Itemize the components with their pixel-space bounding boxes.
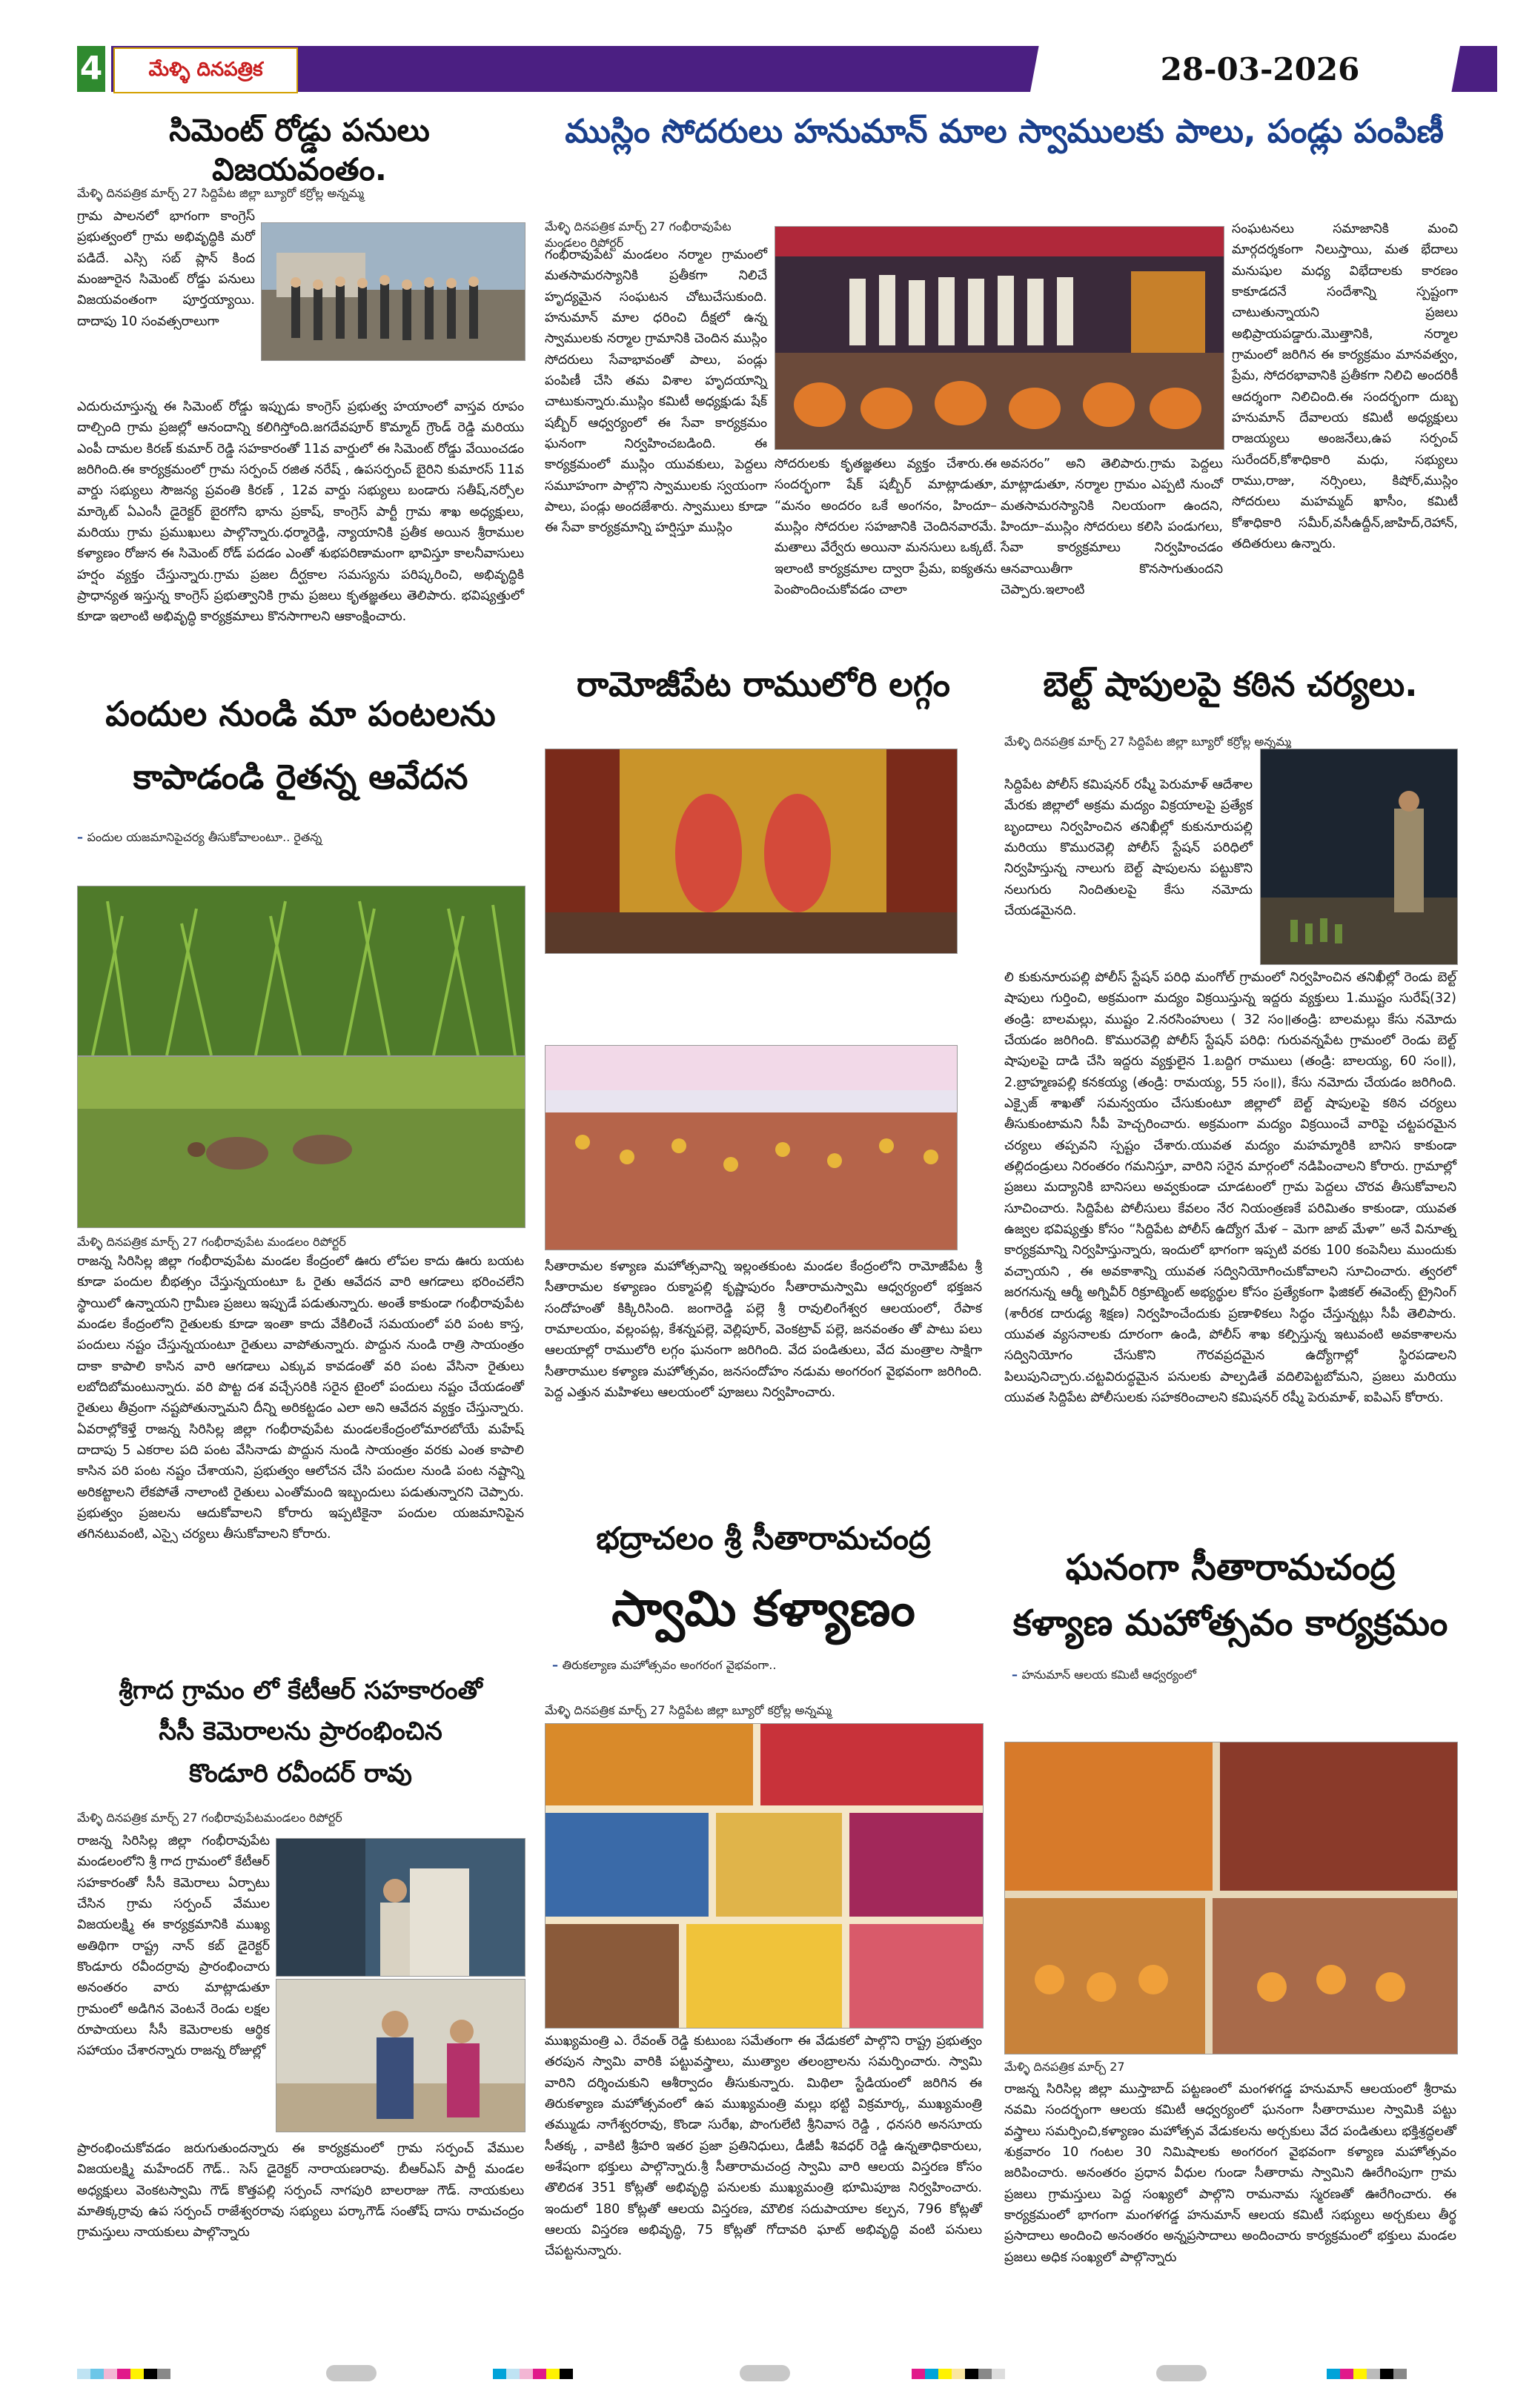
reg-mark-1 [326, 2365, 377, 2381]
subhead-bullet: – [1012, 1668, 1022, 1682]
pandula-body: రాజన్న సిరిసిల్ల జిల్లా గంభీరావుపేట మండల కేంద్రంలో ఊరు లోపల కాదు ఊరు బయట కూడా పందుల బీభత్సం చేస్తున్నయంటూ ఓ రైతు ఆవేదన వారి ఆగడాలు భరించలేని స్థాయిలో ఉన్నాయని గ్రామీణ ప్రజలు ఇప్పుడే పడుతున్నారు. అంతే కాకుండా గంభీరావుపేట మండల కేంద్రంలోని రైతులకు కూడా ఇంతా కాదు వేకిలించే సమయంలో పరి పంట కాస్త, పందులు నష్టం చేస్తున్నయంటూ రైతులు వాపోతున్నారు. పొద్దున నుండి రాత్రి సాయంత్రం దాకా కాపాలి కాసిన వారి ఆగడాలు ఎక్కువ కావడంతో వరి పంట వేసినా రైతులు లబోదిబోమంటున్నారు. వరి పొట్ట దశ వచ్చేసరికి సరైన టైంలో పందులు నష్టం చేయడంతో రైతులు తీవ్రంగా నష్టపోతున్నామని దీన్ని అరికట్టడం ఎలా అని ఆవేదన వ్యక్తం చేస్తున్నారు. ఏవరాల్లోకెళ్తే రాజన్న సిరిసిల్ల జిల్లా గంభీరావుపేట మండలకేంద్రంలోమారబోయే మహేష్ దాదాపు 5 ఎకరాల పది పంట వేసినాడు పొద్దున నుండి సాయంత్రం వరకు ఎంత కాపాలి కాసిన పరి పంట నష్టం చేశాయని, ప్రభుత్వం ఆలోచన చేసి పందుల నుండి పంట నష్టాన్ని అరికట్టాలని లేకపోతే నాలాంటి రైతులు ఎంతోమంది ఇబ్బందులు పడుతున్నారని చెప్పారు. ప్రభుత్వం ప్రజలను ఆదుకోవాలని కోరారు ఇప్పటికైనా పందుల యజమానిపైన తగినటువంటి, ఎస్సై చర్యలు తీసుకోవాలని కోరారు. [77, 1254, 524, 1542]
issue-date: 28-03-2026 [1160, 51, 1360, 87]
ghananga-dateline: మేళ్ళి దినపత్రిక మార్చ్ 27 [1004, 2060, 1125, 2074]
ramoji-photo-idols [545, 749, 958, 954]
ktr-headline-3: కొండూరి రవీందర్ రావు [189, 1759, 412, 1788]
bhadra-body: ముఖ్యమంత్రి ఎ. రేవంత్ రెడ్డి కుటుంబ సమేతంగా ఈ వేడుకలో పాల్గొని రాష్ట్ర ప్రభుత్వం తరపున స్వామి వారికి పట్టువస్త్రాలు, ముత్యాల తలంబ్రాలను సమర్పించారు. స్వామి వారిని దర్శించుకుని ఆశీర్వాదం తీసుకున్నారు. మిథిలా స్టేడియంలో జరిగిన ఈ తిరుకళ్యాణ మహోత్సవంలో ఉప ముఖ్యమంత్రి మల్లు భట్టి విక్రమార్క, ముఖ్యమంత్రి తమ్ముడు నాగేశ్వరరావు, కొండా సురేఖ, పొంగులేటి శ్రీనివాస రెడ్డి , ధనసరి అనసూయ సీతక్క , వాకిటి శ్రీహరి ఇతర ప్రజా ప్రతినిధులు, డీజీపీ శివధర్ రెడ్డి ఉన్నతాధికారులు, అశేషంగా భక్తులు పాల్గొన్నారు.శ్రీ సీతారామచంద్ర స్వామి వారి ఆలయ విస్తరణ కోసం తొలిదశ 351 కోట్లతో అభివృద్ధి పనులకు ముఖ్యమంత్రి భూమిపూజ నిర్వహించారు. ఇందులో 180 కోట్లతో ఆలయ విస్తరణ, మౌలిక సదుపాయాల కల్పన, 796 కోట్లతో ఆలయ విస్తరణ అభివృద్ధి, 75 కోట్లతో గోదావరి ఘాట్ అభివృద్ధి వంటి పనులు చేపట్టనున్నారు. [545, 2034, 982, 2259]
pandula-headline-1: పందుల నుండి మా పంటలను [105, 694, 496, 734]
muslim-headline: ముస్లిం సోదరులు హనుమాన్ మాల స్వాములకు పాలు, పండ్లు పంపిణీ [565, 113, 1444, 150]
bhadra-dateline: మేళ్ళి దినపత్రిక మార్చ్ 27 సిద్దిపేట జిల్లా బ్యూరో కర్రోల్ల అన్నమ్మ [545, 1703, 832, 1717]
cement-photo [261, 222, 525, 361]
swatch [546, 2369, 560, 2379]
subhead-bullet: – [552, 1658, 563, 1672]
color-strip-2 [493, 2368, 573, 2378]
swatch [130, 2369, 144, 2379]
swatch [104, 2369, 117, 2379]
muslim-col2: సోదరులకు కృతజ్ఞతలు వ్యక్తం చేశారు.ఈ సందర్భంగా షేక్ షబ్బీర్ మాట్లాడుతూ, “మనం అందరం ఒకే అంగనం, హిందూ–ముస్లిం సోదరుల సహజానికి చెందినవారమే. మతాలు వేర్వేరు అయినా మనసులు ఒక్కటే. ఇలాంటి కార్యక్రమాల ద్వారా ప్రేమ, ఐక్యతను పెంపొందించుకోవడం చాలా [775, 457, 997, 598]
swatch [1353, 2369, 1367, 2379]
swatch [912, 2369, 925, 2379]
ghananga-subhead [1012, 1668, 1456, 1685]
ktr-headline-1: శ్రీగాద గ్రామం లో కేటీఆర్ సహకారంతో [119, 1676, 483, 1705]
pandula-photo-crop [77, 886, 525, 1056]
swatch [965, 2369, 978, 2379]
muslim-col4: సంఘటనలు సమాజానికి మంచి మార్గదర్శకంగా నిలుస్తాయి, మత భేదాలు మనుషుల మధ్య విభేదాలకు కారణం కాకూడదనే సందేశాన్ని స్పష్టంగా చాటుతున్నాయని ప్రజలు అభిప్రాయపడ్డారు.మొత్తానికి, నర్మాల గ్రామంలో జరిగిన ఈ కార్యక్రమం మానవత్వం, ప్రేమ, సోదరభావానికి ప్రతీకగా నిలిచి అందరికీ ఆదర్శంగా నిలిచింది.ఈ సందర్భంగా దుబ్బ హనుమాన్ దేవాలయ కమిటీ అధ్యక్షులు రాజయ్యలు అంజనేలు,ఉప సర్పంచ్ సురేందర్,కోశాధికారి మధు, సభ్యులు రాము,రాజు, నర్సింలు, కిషోర్,ముస్లిం సోదరులు మహమ్మద్ ఖాసీం, కమిటీ కోశాధికారి సమీర్,వసీఉద్దీన్,జాహిద్,రెహాన్, తదితరులు ఉన్నారు. [1232, 222, 1458, 552]
swatch [1380, 2369, 1393, 2379]
ktr-photo-top [276, 1838, 525, 1977]
belt-body-wrap: సిద్దిపేట పోలీస్ కమిషనర్ రష్మీ పెరుమాళ్ ఆదేశాల మేరకు జిల్లాలో అక్రమ మద్యం విక్రయాలపై ప్రత్యేక బృందాలు నిర్వహించిన తనిఖీల్లో కుకునూరుపల్లి మరియు కొమురవెల్లి పోలీస్ స్టేషన్ పరిధిలో నిర్వహిస్తున్న నాలుగు బెల్ట్ షాపులను పట్టుకొని నలుగురు నిందితులపై కేసు నమోదు చేయడమైనది. [1004, 777, 1253, 919]
reg-mark-3 [1156, 2365, 1207, 2381]
muslim-col1: గంభీరావుపేట మండలం నర్మాల గ్రామంలో మతసామరస్యానికి ప్రతీకగా నిలిచే హృద్యమైన సంఘటన చోటుచేసుకుంది. హనుమాన్ మాల ధరించి దీక్షలో ఉన్న స్వాములకు నర్మాల గ్రామానికి చెందిన ముస్లిం సోదరులు సేవాభావంతో పాలు, పండ్లు పంపిణీ చేసి తమ విశాల హృదయాన్ని చాటుకున్నారు.ముస్లిం కమిటీ అధ్యక్షుడు షేక్ షబ్బీర్ ఆధ్వర్యంలో ఈ సేవా కార్యక్రమం ఘనంగా నిర్వహించబడింది. ఈ కార్యక్రమంలో ముస్లిం యువకులు, పెద్దలు సమూహంగా పాల్గొని స్వాములకు స్వయంగా పాలు, పండ్లు అందజేశారు. స్వాములు కూడా ఈ సేవా కార్యక్రమాన్ని హర్షిస్తూ ముస్లిం [545, 248, 767, 536]
swatch [520, 2369, 533, 2379]
pandula-subhead-text: పందుల యజమానిపైచర్య తీసుకోవాలంటూ.. రైతన్న [87, 830, 322, 844]
pandula-photo-pigs [77, 1056, 525, 1228]
swatch [938, 2369, 952, 2379]
swatch [533, 2369, 546, 2379]
muslim-dateline: మేళ్ళి దినపత్రిక మార్చ్ 27 గంభీరావుపేట మండలం రిపోర్టర్ [545, 219, 732, 251]
swatch [77, 2369, 90, 2379]
ramoji-body: సీతారామల కళ్యాణ మహోత్సవాన్ని ఇల్లంతకుంట మండల కేంద్రంలోని రామోజీపేట శ్రీ సీతారామల కళ్యాణం రుక్మాపల్లి కృష్ణాపురం సీతారామస్వామి ఆధ్వర్యంలో భక్తజన సందోహంతో కిక్కిరిసింది. జంగారెడ్డి పల్లె శ్రీ రావులింగేశ్వర ఆలయంలో, రేపాక రామాలయం, వల్లంపట్ల, కేశన్నపల్లె, వెల్లిపూర్, వెంకట్రావ్ పల్లె, జనవంతం తో పాటు పలు ఆలయాల్లో రాములోరి లగ్గం ఘనంగా జరిగింది. వేద పండితులు, వేద మంత్రాల సాక్షిగా సీతారాముల కళ్యాణ మహోత్సవం, జనసందోహం నడుమ అంగరంగ వైభవంగా జరిగింది. పెద్ద ఎత్తున మహిళలు ఆలయంలో పూజలు నిర్వహించారు. [545, 1259, 982, 1401]
muslim-photo [775, 226, 1224, 450]
bhadra-headline-1: భద్రాచలం శ్రీ సీతారామచంద్ర [596, 1520, 931, 1556]
muslim-col3: అవసరం” అని తెలిపారు.గ్రామ పెద్దలు మాట్లాడుతూ, నర్మాల గ్రామం ఎప్పటి నుంచో మతసామరస్యానికి నిలయంగా ఉందని, హిందూ–ముస్లిం సోదరులు కలిసి పండుగలు, సేవా కార్యక్రమాలు నిర్వహించడం ఆనవాయితీగా కొనసాగుతుందని చెప్పారు.ఇలాంటి [1001, 457, 1223, 598]
ghananga-headline-1: ఘనంగా సీతారామచంద్ర [1065, 1547, 1396, 1588]
brand-logo: మేళ్ళి దినపత్రిక [113, 47, 298, 93]
cement-dateline: మేళ్ళి దినపత్రిక మార్చ్ 27 సిద్దిపేట జిల్లా బ్యూరో కర్రోల్ల అన్నమ్మ [77, 186, 365, 200]
bhadra-headline-2: స్వామి కళ్యాణం [611, 1580, 915, 1637]
belt-body: లి కుకునూరుపల్లి పోలీస్ స్టేషన్ పరిధి మంగోల్ గ్రామంలో నిర్వహించిన తనిఖీల్లో రెండు బెల్ట్ షాపులు గుర్తించి, అక్రమంగా మద్యం విక్రయిస్తున్న ఇద్దరు వ్యక్తులు 1.ముష్టం సురేష్(32) తండ్రి: బాలమల్లు, ముష్టం 2.నరసింహులు ( 32 సం॥తండ్రి: బాలమల్లు కేసు నమోదు చేయడం జరిగింది. కొమురవెల్లి పోలీస్ స్టేషన్ పరిధి: గురువన్నపేట గ్రామంలో రెండు బెల్ట్ షాపులపై దాడి చేసి ఇద్దరు వ్యక్తులైన 1.బద్దిగ రాములు (తండ్రి: బాలయ్య, 60 సం॥), 2.బ్రాహ్మణపల్లి కనకయ్య (తండ్రి: రామయ్య, 55 సం॥), కేసు నమోదు చేయడం జరిగింది. ఎక్సైజ్ శాఖతో సమన్వయం చేసుకుంటూ జిల్లాలో బెల్ట్ షాపులపై కఠిన చర్యలు తీసుకుంటామని సీపీ హెచ్చరించారు. అక్రమంగా మద్యం విక్రయించే వారిపై చట్టపరమైన చర్యలు తప్పవని స్పష్టం చేశారు.యువత మద్యం మహమ్మారికి బానిస కాకుండా తల్లిదండ్రులు నిరంతరం గమనిస్తూ, వారిని సరైన మార్గంలో నడిపించాలని కోరారు. గ్రామాల్లో ప్రజలు మద్యానికి బానిసలు అవ్వకుండా చూడటంలో గ్రామ పెద్దలు చొరవ తీసుకోవాలని సూచించారు. సిద్దిపేట పోలీసులు కేవలం నేర నియంత్రణకే పరిమితం కాకుండా, యువత ఉజ్వల భవిష్యత్తు కోసం “సిద్దిపేట పోలీస్ ఉద్యోగ మేళ – మెగా జాబ్ మేళా” అనే వినూత్న కార్యక్రమాన్ని నిర్వహిస్తున్నారు, ఇందులో భాగంగా ఇప్పటి వరకు 100 కంపెనీలు ముందుకు వచ్చాయని , ఈ అవకాశాన్ని యువత సద్వినియోగించుకోవాలని సూచించారు. త్వరలో జరగనున్న ఆర్మీ అగ్నివీర్ రిక్రూట్మెంట్ అభ్యర్థుల కోసం ప్రత్యేకంగా ఫిజికల్ ఈవెంట్స్ ట్రైనింగ్ (శారీరక దారుఢ్య శిక్షణ) నిర్వహించేందుకు ప్రణాళికలు సిద్ధం చేస్తున్నట్లు సీపీ తెలిపారు. యువత వ్యసనాలకు దూరంగా ఉండి, పోలీస్ శాఖ కల్పిస్తున్న ఇటువంటి అవకాశాలను సద్వినియోగం చేసుకొని గౌరవప్రదమైన ఉద్యోగాల్లో స్థిరపడాలని పిలుపునిచ్చారు.చట్టవిరుద్ధమైన పనులకు పాల్పడితే వదిలిపెట్టబోమని, ప్రజలు మరియు యువత సిద్దిపేట పోలీసులకు సహకరించాలని కమిషనర్ రష్మీ పెరుమాళ్, ఐపిఎస్ కోరారు. [1004, 970, 1456, 1405]
color-strip-3 [912, 2368, 1005, 2378]
cement-headline: సిమెంట్ రోడ్డు పనులు విజయవంతం. [169, 112, 430, 188]
swatch [1367, 2369, 1380, 2379]
swatch [952, 2369, 965, 2379]
subhead-bullet: – [77, 830, 87, 844]
swatch [978, 2369, 992, 2379]
cement-body: ఎదురుచూస్తున్న ఈ సిమెంట్ రోడ్డు ఇప్పుడు కాంగ్రెస్ ప్రభుత్వ హయాంలో వాస్తవ రూపం దాల్చింది గ్రామ ప్రజల్లో ఆనందాన్ని కలిగిస్తోంది.జగదేవపూర్ కొమ్మాద్ గ్రౌండ్ రెడ్డి మరియు ఎంపీ దామల కిరణ్ కుమార్ రెడ్డి సహకారంతో 11వ వార్డులో ఈ సిమెంట్ రోడ్డు వేయించడం జరిగింది.ఈ కార్యక్రమంలో గ్రామ సర్పంచ్ రజిత నరేష్ , ఉపసర్పంచ్ బైరిని కుమారస్ 11వ వార్డు సభ్యులు సౌజన్య ప్రవంతి కిరణ్ , 12వ వార్డు సభ్యులు బండారు సతీష్,నర్సోల మార్కెట్ ఏఎంసీ డైరెక్టర్ బైరగోని భాను ప్రకాష్, కాంగ్రెస్ పార్టీ గ్రామ శాఖ అధ్యక్షులు, మరియు గ్రామ ప్రముఖులు పాల్గొన్నారు.ధర్మారెడ్డి, న్యాయానికి ప్రతీక అయిన శ్రీరాముల కళ్యాణం రోజున ఈ సిమెంట్ రోడ్ పదడం ఎంతో శుభపరిణామంగా భావిస్తూ కాలనీవాసులు హర్షం వ్యక్తం చేస్తున్నారు.గ్రామ ప్రజల దీర్ఘకాల సమస్యను పరిష్కరించి, అభివృద్ధికి ప్రాధాన్యత ఇస్తున్న కాంగ్రెస్ ప్రభుత్వానికి గ్రామ ప్రజలు కృతజ్ఞతలు తెలిపారు. భవిష్యత్తులో కూడా ఇలాంటి అభివృద్ధి కార్యక్రమాలు కొనసాగాలని ఆకాంక్షించారు. [77, 399, 524, 625]
color-strip-4 [1327, 2368, 1407, 2378]
bhadra-photo-collage [545, 1723, 984, 2029]
page-number: 4 [77, 46, 105, 92]
ghananga-body: రాజన్న సిరిసిల్ల జిల్లా ముస్తాబాద్ పట్టణంలో మంగళగడ్డ హనుమాన్ ఆలయంలో శ్రీరామ నవమి సందర్భంగా ఆలయ కమిటీ ఆధ్వర్యంలో ఘనంగా సీతారాముల స్వామికి పట్టు వస్త్రాలు సమర్పించి,కళ్యాణం మహోత్సవ వేడుకలను అర్చకులు వేద పండితులు భక్తిశ్రద్ధలతో శుక్రవారం 10 గంటల 30 నిమిషాలకు అంగరంగ వైభవంగా కళ్యాణ మహోత్సవం జరిపించారు. అనంతరం ప్రధాన వీధుల గుండా సీతారామ స్వామిని ఊరేగింపుగా గ్రామ ప్రజలు గ్రామస్తులు పెద్ద సంఖ్యలో పాల్గొని రామనామ స్మరణతో ఊరేగించారు. ఈ కార్యక్రమంలో భాగంగా మంగళగడ్డ హనుమాన్ ఆలయ కమిటీ సభ్యులు అర్చకులు తీర్థ ప్రసాదాలు అందించి అనంతరం అన్నప్రసాదాలు అందించారు కార్యక్రమంలో భక్తులు మండల ప్రజలు అధిక సంఖ్యలో పాల్గొన్నారు [1004, 2082, 1456, 2265]
ghananga-subhead-text: హనుమాన్ ఆలయ కమిటీ ఆధ్వర్యంలో [1021, 1668, 1196, 1682]
ktr-body-wrap: రాజన్న సిరిసిల్ల జిల్లా గంభీరావుపేట మండలంలోని శ్రీ గాద గ్రామంలో కేటీఆర్ సహకారంతో సీసీ కెమెరాలు ఏర్పాటు చేసిన గ్రామ సర్పంచ్ వేముల విజయలక్ష్మి ఈ కార్యక్రమానికి ముఖ్య అతిథిగా రాష్ట్ర నాన్ కబ్ డైరెక్టర్ కొండూరు రవీందర్రావు ప్రారంభించారు అనంతరం వారు మాట్లాడుతూ గ్రామంలో అడిగిన వెంటనే రెండు లక్షల రూపాయలు సీసీ కెమెరాలకు ఆర్థిక సహాయం చేశారన్నారు రాజన్న రోజుల్లో [77, 1834, 270, 2059]
pandula-dateline: మేళ్ళి దినపత్రిక మార్చ్ 27 గంభీరావుపేట మండలం రిపోర్టర్ [77, 1235, 346, 1249]
ramoji-headline: రామోజీపేట రాములోరి లగ్గం [576, 664, 951, 704]
swatch [117, 2369, 130, 2379]
ktr-headline-2: సీసీ కెమెరాలను ప్రారంభించిన [159, 1717, 442, 1746]
ghananga-photo-collage [1004, 1742, 1458, 2054]
belt-headline: బెల్ట్ షాపులపై కఠిన చర్యలు. [1043, 664, 1418, 704]
bhadra-subhead-text: తిరుకల్యాణ మహోత్సవం అంగరంగ వైభవంగా.. [562, 1658, 777, 1672]
ktr-body: ప్రారంభించుకోవడం జరుగుతుందన్నారు ఈ కార్యక్రమంలో గ్రామ సర్పంచ్ వేముల విజయలక్ష్మి మహేందర్ గౌడ్.. సెస్ డైరెక్టర్ నారాయణరావు. బీఆర్ఎస్ పార్టీ మండల అధ్యక్షులు వెంకటస్వామి గౌడ్ కొత్తపల్లి సర్పంచ్ నాగపురి బాలరాజు గౌడ్. నాయకులు మాతిక్కర్రావు ఉప సర్పంచ్ రాజేశ్వరరావు సభ్యులు పర్కాగౌడ్ సంతోష్ దాసు రామచంద్రం గ్రామస్తులు నాయకులు పాల్గొన్నారు [77, 2141, 524, 2240]
ghananga-headline-2: కళ్యాణ మహోత్సవం కార్యక్రమం [1012, 1602, 1448, 1644]
swatch [506, 2369, 520, 2379]
pandula-subhead [77, 830, 524, 847]
swatch [560, 2369, 573, 2379]
ktr-photo-bottom [276, 1979, 525, 2132]
belt-dateline: మేళ్ళి దినపత్రిక మార్చ్ 27 సిద్దిపేట జిల్లా బ్యూరో కర్రోల్ల అన్నమ్మ [1004, 734, 1292, 749]
ramoji-photo-crowd [545, 1045, 958, 1250]
reg-mark-2 [740, 2365, 790, 2381]
swatch [992, 2369, 1005, 2379]
swatch [1340, 2369, 1353, 2379]
bhadra-subhead [552, 1658, 982, 1675]
swatch [157, 2369, 170, 2379]
pandula-headline-2: కాపాడండి రైతన్న ఆవేదన [133, 757, 468, 797]
cement-body-wrap: గ్రామ పాలనలో భాగంగా కాంగ్రెస్ ప్రభుత్వంలో గ్రామ అభివృద్ధికి మరో పడిదే. ఎస్సి సబ్ ప్లాన్ కింద మంజూరైన సిమెంట్ రోడ్డు పనులు విజయవంతంగా పూర్తయ్యాయి. దాదాపు 10 సంవత్సరాలుగా [77, 209, 255, 329]
color-strip-1 [77, 2368, 170, 2378]
swatch [1393, 2369, 1407, 2379]
swatch [90, 2369, 104, 2379]
belt-photo [1260, 749, 1458, 965]
ktr-dateline: మేళ్ళి దినపత్రిక మార్చ్ 27 గంభీరావుపేటమండలం రిపోర్టర్ [77, 1811, 342, 1825]
swatch [493, 2369, 506, 2379]
swatch [925, 2369, 938, 2379]
swatch [1327, 2369, 1340, 2379]
swatch [144, 2369, 157, 2379]
